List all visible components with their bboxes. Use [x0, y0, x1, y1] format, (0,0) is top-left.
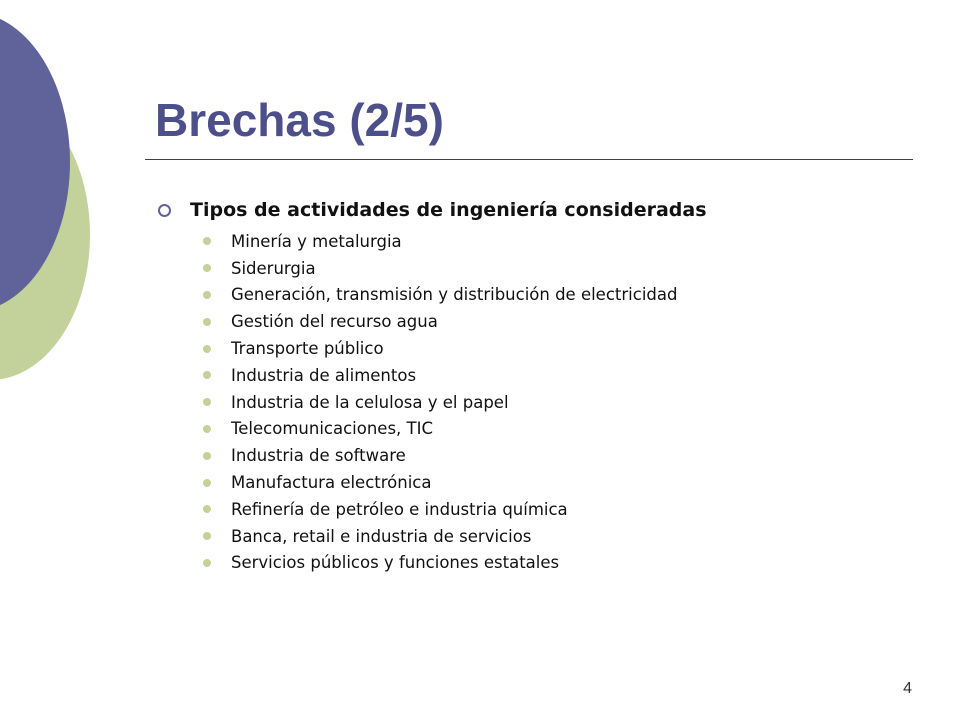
- bullet-dot-icon: [203, 371, 211, 379]
- bullet-dot-icon: [203, 237, 211, 245]
- bullet-dot-icon: [203, 425, 211, 433]
- list-item: [203, 496, 677, 523]
- bullet-dot-icon: [203, 291, 211, 299]
- list-item-label: Refinería de petróleo e industria química: [231, 499, 568, 519]
- list-item-label: Generación, transmisión y distribución de electricidad: [231, 285, 678, 305]
- bullet-dot-icon: [203, 479, 211, 487]
- list-item: [203, 389, 677, 416]
- list-item-label: Industria de la celulosa y el papel: [231, 392, 509, 412]
- list-item: [203, 308, 677, 335]
- bullet-dot-icon: [203, 505, 211, 513]
- bullet-dot-icon: [203, 532, 211, 540]
- page-number: 4: [903, 680, 912, 697]
- heading-bullet-row: [158, 199, 707, 221]
- activity-list: [203, 228, 677, 576]
- bullet-dot-icon: [203, 318, 211, 326]
- bullet-dot-icon: [203, 264, 211, 272]
- list-item-label: Telecomunicaciones, TIC: [231, 419, 433, 439]
- list-item: [203, 416, 677, 443]
- list-item-label: Transporte público: [231, 339, 384, 359]
- hollow-circle-bullet-icon: [158, 204, 171, 217]
- title-divider: [145, 159, 913, 160]
- list-item-label: Banca, retail e industria de servicios: [231, 526, 532, 546]
- bullet-dot-icon: [203, 398, 211, 406]
- list-item-label: Industria de software: [231, 446, 406, 466]
- slide-heading: Tipos de actividades de ingeniería consideradas: [190, 199, 707, 221]
- list-item: [203, 228, 677, 255]
- bullet-dot-icon: [203, 559, 211, 567]
- list-item: [203, 362, 677, 389]
- bullet-dot-icon: [203, 452, 211, 460]
- list-item: [203, 282, 677, 309]
- list-item: [203, 523, 677, 550]
- list-item: [203, 335, 677, 362]
- list-item: [203, 550, 677, 577]
- list-item-label: Manufactura electrónica: [231, 473, 432, 493]
- bullet-dot-icon: [203, 345, 211, 353]
- list-item-label: Industria de alimentos: [231, 365, 417, 385]
- list-item-label: Minería y metalurgia: [231, 231, 402, 251]
- list-item-label: Gestión del recurso agua: [231, 312, 438, 332]
- list-item: [203, 255, 677, 282]
- list-item: [203, 442, 677, 469]
- list-item-label: Siderurgia: [231, 258, 316, 278]
- list-item: [203, 469, 677, 496]
- list-item-label: Servicios públicos y funciones estatales: [231, 553, 560, 573]
- slide-title: Brechas (2/5): [155, 94, 444, 146]
